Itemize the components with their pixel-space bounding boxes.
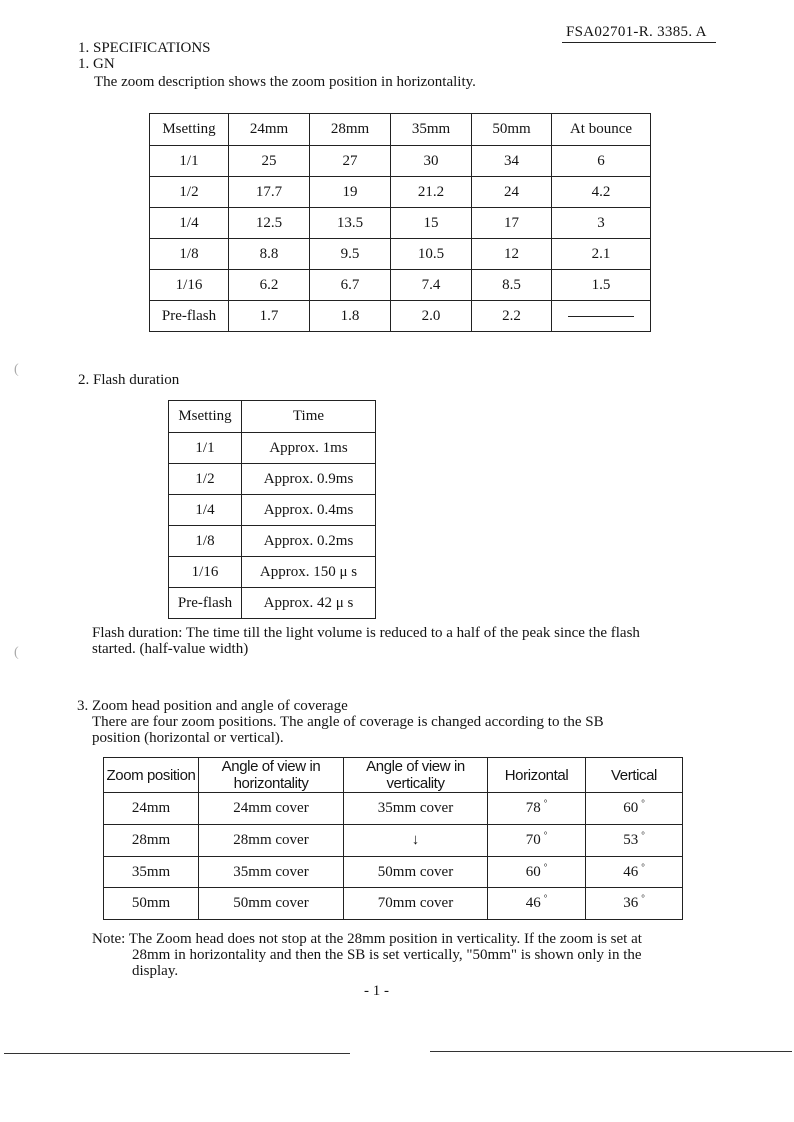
flash-cell-msetting: 1/16	[169, 557, 242, 588]
gn-cell: 25	[229, 146, 310, 177]
gn-cell: 17.7	[229, 177, 310, 208]
degree-mark: °	[641, 798, 645, 808]
gn-cell: 1.8	[310, 301, 391, 332]
gn-header-at-bounce: At bounce	[552, 114, 651, 146]
flash-note-line2: started. (half-value width)	[92, 641, 249, 657]
gn-header-50mm: 50mm	[472, 114, 552, 146]
degree-mark: °	[543, 830, 548, 840]
flash-table	[168, 400, 376, 619]
gn-cell: 30	[391, 146, 472, 177]
table-row	[169, 588, 376, 619]
table-row	[169, 433, 376, 464]
gn-cell: 34	[472, 146, 552, 177]
gn-header-msetting: Msetting	[150, 114, 229, 146]
gn-cell-msetting: 1/16	[150, 270, 229, 301]
table-row	[150, 146, 651, 177]
zoom-note-line3: display.	[132, 963, 179, 979]
gn-description: The zoom description shows the zoom position in horizontality.	[94, 74, 476, 90]
gn-cell: 24	[472, 177, 552, 208]
degree-mark: °	[543, 861, 548, 872]
zoom-cell-horizontality: 35mm cover	[199, 857, 344, 888]
flash-cell-time: Approx. 150 μ s	[242, 557, 376, 588]
zoom-table-header-row	[104, 758, 683, 793]
gn-cell-dash	[552, 301, 651, 332]
zoom-cell-position: 24mm	[104, 793, 199, 825]
gn-cell-msetting: 1/4	[150, 208, 229, 239]
flash-table-header-row	[169, 401, 376, 433]
zoom-heading: 3. Zoom head position and angle of coverage	[77, 698, 348, 714]
gn-cell: 21.2	[391, 177, 472, 208]
zoom-header-horizontal: Horizontal	[488, 758, 586, 793]
flash-cell-time: Approx. 42 μ s	[242, 588, 376, 619]
table-row	[104, 888, 683, 920]
zoom-desc-line2: position (horizontal or vertical).	[92, 730, 284, 746]
table-row	[150, 208, 651, 239]
gn-cell: 1.7	[229, 301, 310, 332]
gn-cell: 9.5	[310, 239, 391, 270]
zoom-note-line1: Note: The Zoom head does not stop at the 28mm position in verticality. If the zoom is set at	[92, 931, 642, 947]
gn-header-35mm: 35mm	[391, 114, 472, 146]
angle-value: 78	[525, 800, 541, 816]
angle-value: 36	[623, 895, 639, 911]
gn-cell: 12.5	[229, 208, 310, 239]
table-row	[169, 464, 376, 495]
zoom-cell-horizontal-angle	[488, 825, 586, 857]
gn-cell: 6.2	[229, 270, 310, 301]
table-row	[169, 557, 376, 588]
gn-cell: 10.5	[391, 239, 472, 270]
angle-value: 60	[525, 863, 541, 880]
degree-mark: °	[641, 893, 645, 903]
table-row	[169, 526, 376, 557]
flash-header-msetting: Msetting	[169, 401, 242, 433]
zoom-note-line2: 28mm in horizontality and then the SB is set vertically, "50mm" is shown only in the	[132, 947, 642, 963]
flash-cell-msetting: 1/2	[169, 464, 242, 495]
zoom-cell-horizontality: 50mm cover	[199, 888, 344, 920]
gn-heading: 1. GN	[78, 56, 115, 72]
zoom-cell-vertical-angle	[586, 888, 683, 920]
gn-cell: 8.8	[229, 239, 310, 270]
table-row	[104, 857, 683, 888]
zoom-cell-verticality: 70mm cover	[344, 888, 488, 920]
angle-value: 46	[623, 863, 639, 880]
document-id-underline	[562, 42, 716, 43]
zoom-cell-verticality: 50mm cover	[344, 857, 488, 888]
gn-cell: 2.2	[472, 301, 552, 332]
angle-value: 70	[525, 832, 541, 848]
flash-cell-msetting: 1/4	[169, 495, 242, 526]
table-row	[150, 177, 651, 208]
zoom-header-vertical: Vertical	[586, 758, 683, 793]
table-row	[104, 793, 683, 825]
degree-mark: °	[641, 861, 645, 872]
table-row	[150, 301, 651, 332]
zoom-cell-position: 28mm	[104, 825, 199, 857]
zoom-cell-position: 50mm	[104, 888, 199, 920]
gn-cell: 4.2	[552, 177, 651, 208]
gn-cell: 3	[552, 208, 651, 239]
degree-mark: °	[641, 830, 645, 840]
angle-value: 53	[623, 832, 639, 848]
gn-header-24mm: 24mm	[229, 114, 310, 146]
gn-cell: 7.4	[391, 270, 472, 301]
table-row	[150, 270, 651, 301]
footer-rule-right	[430, 1051, 792, 1052]
zoom-cell-horizontal-angle	[488, 793, 586, 825]
gn-cell: 6	[552, 146, 651, 177]
table-row	[169, 495, 376, 526]
zoom-cell-vertical-angle	[586, 793, 683, 825]
gn-cell: 2.1	[552, 239, 651, 270]
gn-cell: 17	[472, 208, 552, 239]
gn-cell-msetting: Pre-flash	[150, 301, 229, 332]
flash-cell-msetting: Pre-flash	[169, 588, 242, 619]
zoom-cell-horizontality: 24mm cover	[199, 793, 344, 825]
gn-cell-msetting: 1/1	[150, 146, 229, 177]
flash-cell-msetting: 1/1	[169, 433, 242, 464]
gn-header-28mm: 28mm	[310, 114, 391, 146]
scan-mark: (	[14, 362, 19, 377]
flash-cell-msetting: 1/8	[169, 526, 242, 557]
gn-cell: 13.5	[310, 208, 391, 239]
gn-cell: 27	[310, 146, 391, 177]
gn-cell: 19	[310, 177, 391, 208]
zoom-table	[103, 757, 683, 920]
gn-table	[149, 113, 651, 332]
zoom-cell-verticality: 35mm cover	[344, 793, 488, 825]
zoom-cell-vertical-angle	[586, 825, 683, 857]
document-id: FSA02701-R. 3385. A	[566, 24, 707, 40]
angle-value: 46	[525, 895, 541, 911]
zoom-cell-horizontal-angle	[488, 857, 586, 888]
degree-mark: °	[543, 893, 548, 903]
flash-note-line1: Flash duration: The time till the light volume is reduced to a half of the peak since the flash	[92, 625, 640, 641]
angle-value: 60	[623, 800, 639, 816]
flash-heading: 2. Flash duration	[78, 372, 180, 388]
gn-cell: 15	[391, 208, 472, 239]
zoom-cell-position: 35mm	[104, 857, 199, 888]
table-row	[150, 239, 651, 270]
gn-cell-msetting: 1/8	[150, 239, 229, 270]
degree-mark: °	[543, 798, 548, 808]
footer-rule-left	[4, 1053, 350, 1054]
gn-cell: 12	[472, 239, 552, 270]
gn-cell: 2.0	[391, 301, 472, 332]
gn-cell: 1.5	[552, 270, 651, 301]
flash-header-time: Time	[242, 401, 376, 433]
gn-cell: 6.7	[310, 270, 391, 301]
flash-cell-time: Approx. 0.9ms	[242, 464, 376, 495]
table-row	[104, 825, 683, 857]
zoom-cell-verticality-arrow: ↓	[344, 825, 488, 857]
not-applicable-dash	[568, 316, 634, 317]
zoom-header-position: Zoom position	[104, 758, 199, 793]
gn-cell: 8.5	[472, 270, 552, 301]
zoom-desc-line1: There are four zoom positions. The angle of coverage is changed according to the SB	[92, 714, 604, 730]
zoom-header-horizontality: Angle of view in horizontality	[199, 758, 344, 793]
flash-cell-time: Approx. 0.2ms	[242, 526, 376, 557]
scan-mark: (	[14, 645, 19, 660]
section-heading: 1. SPECIFICATIONS	[78, 40, 211, 56]
flash-cell-time: Approx. 0.4ms	[242, 495, 376, 526]
zoom-cell-vertical-angle	[586, 857, 683, 888]
zoom-cell-horizontality: 28mm cover	[199, 825, 344, 857]
gn-cell-msetting: 1/2	[150, 177, 229, 208]
zoom-cell-horizontal-angle	[488, 888, 586, 920]
zoom-header-verticality: Angle of view in verticality	[344, 758, 488, 793]
gn-table-header-row	[150, 114, 651, 146]
flash-cell-time: Approx. 1ms	[242, 433, 376, 464]
page-number: - 1 -	[364, 983, 389, 999]
